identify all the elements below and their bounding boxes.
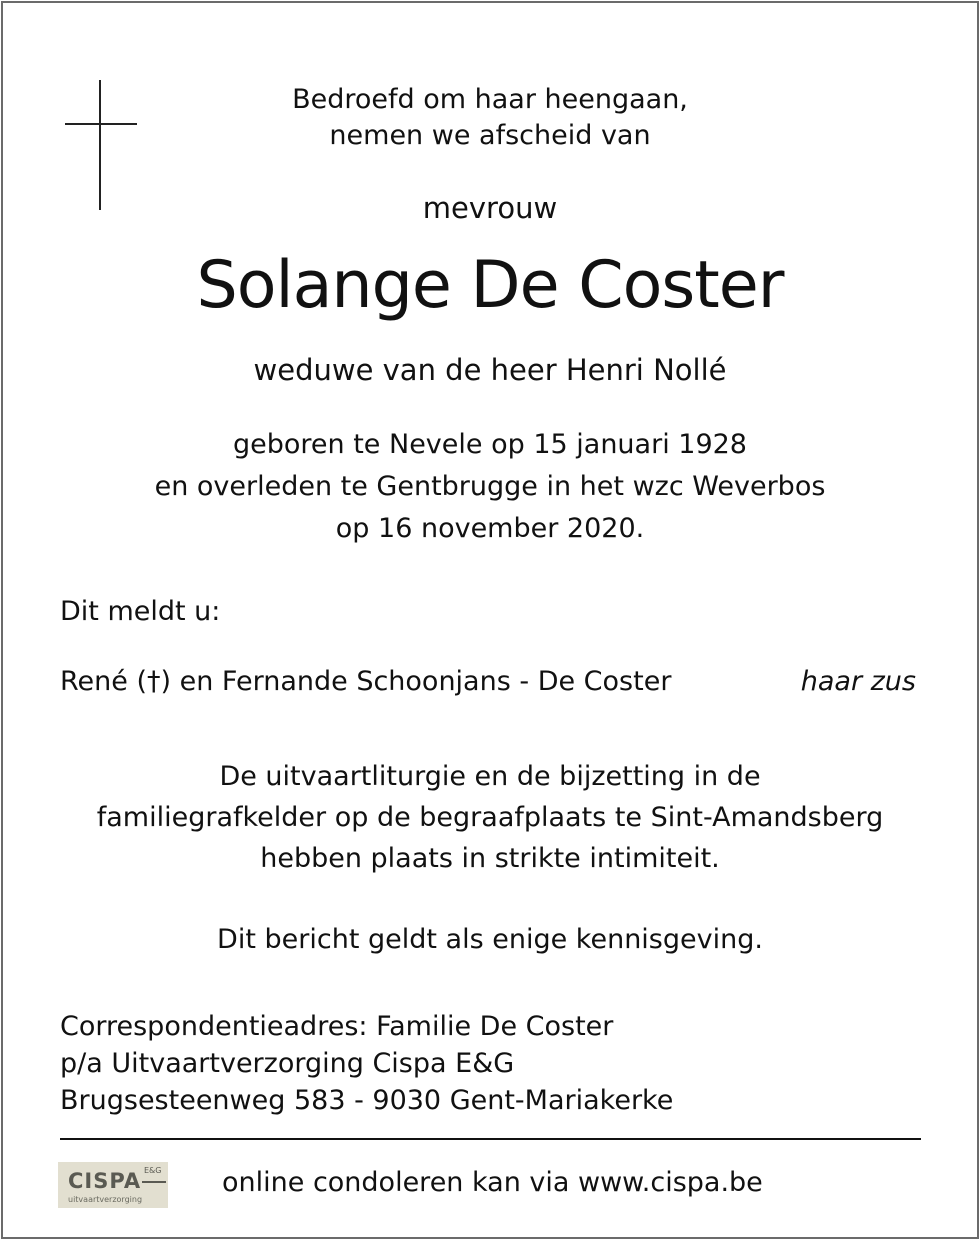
widow-of: weduwe van de heer Henri Nollé — [253, 353, 727, 387]
logo-bar — [142, 1181, 166, 1183]
funeral-line: familiegrafkelder op de begraafplaats te Sint-Amandsberg — [96, 802, 884, 833]
funeral-details — [0, 756, 980, 879]
address-line: p/a Uitvaartverzorging Cispa E&G — [60, 1048, 515, 1079]
death-line: en overleden te Gentbrugge in het wzc Weverbos — [154, 471, 826, 502]
divider — [60, 1138, 921, 1140]
honorific: mevrouw — [422, 191, 558, 225]
logo-text: CISPA — [68, 1169, 142, 1193]
birth-line: geboren te Nevele op 15 januari 1928 — [233, 429, 747, 460]
funeral-line: hebben plaats in strikte intimiteit. — [260, 843, 720, 874]
announcement-heading: Dit meldt u: — [60, 596, 221, 627]
notice-text: Dit bericht geldt als enige kennisgeving. — [217, 924, 763, 955]
death-date-line: op 16 november 2020. — [335, 513, 645, 544]
relative-relation: haar zus — [800, 666, 916, 697]
relative-name: René (†) en Fernande Schoonjans - De Coster — [60, 666, 672, 697]
funeral-line: De uitvaartliturgie en de bijzetting in de — [219, 761, 761, 792]
intro-line: nemen we afscheid van — [329, 120, 651, 151]
address-line: Correspondentieadres: Familie De Coster — [60, 1011, 614, 1042]
logo-subtitle: uitvaartverzorging — [68, 1195, 143, 1204]
intro-line: Bedroefd om haar heengaan, — [292, 84, 688, 115]
cispa-logo — [58, 1162, 168, 1208]
birth-death-details — [0, 424, 980, 550]
intro-text — [0, 82, 980, 154]
address-line: Brugsesteenweg 583 - 9030 Gent-Mariakerke — [60, 1085, 674, 1116]
correspondence-address — [60, 1008, 673, 1119]
logo-superscript: E&G — [144, 1166, 162, 1175]
online-condolence-text: online condoleren kan via www.cispa.be — [222, 1167, 763, 1198]
deceased-name: Solange De Coster — [196, 248, 784, 323]
